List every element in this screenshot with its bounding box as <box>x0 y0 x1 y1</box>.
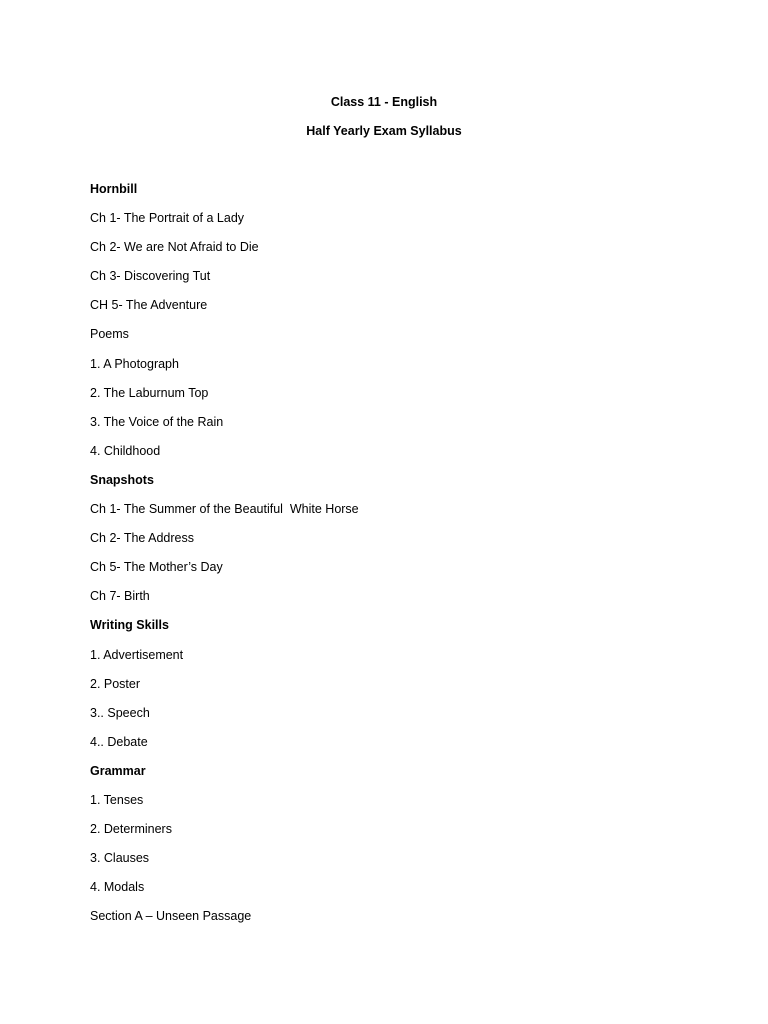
list-item: 1. A Photograph <box>90 356 179 371</box>
list-item: 3.. Speech <box>90 705 150 720</box>
list-item: 4.. Debate <box>90 734 148 749</box>
list-item: 1. Tenses <box>90 792 144 807</box>
list-item: Ch 1- The Summer of the Beautiful White Horse <box>90 502 359 517</box>
list-item: 2. Determiners <box>90 822 172 837</box>
document-title: Class 11 - English <box>330 95 438 109</box>
section-a-unseen-passage: Section A – Unseen Passage <box>90 909 252 924</box>
list-item: 4. Childhood <box>90 443 161 458</box>
list-item: 4. Modals <box>90 880 145 895</box>
list-item: Ch 7- Birth <box>90 589 150 604</box>
list-item: 1. Advertisement <box>90 647 184 662</box>
list-item: 3. The Voice of the Rain <box>90 414 224 429</box>
list-item: Ch 1- The Portrait of a Lady <box>90 211 245 226</box>
section-heading-writing-skills: Writing Skills <box>90 618 169 633</box>
section-heading-snapshots: Snapshots <box>90 472 154 487</box>
section-heading-hornbill: Hornbill <box>90 182 138 196</box>
list-item: Ch 3- Discovering Tut <box>90 269 211 284</box>
list-item: 2. The Laburnum Top <box>90 385 209 400</box>
list-item: Ch 2- We are Not Afraid to Die <box>90 240 259 255</box>
syllabus-content <box>90 181 710 937</box>
list-item: Ch 2- The Address <box>90 531 194 546</box>
list-item: Ch 5- The Mother’s Day <box>90 560 223 575</box>
list-item: CH 5- The Adventure <box>90 298 208 313</box>
list-item: 2. Poster <box>90 676 141 691</box>
document-subtitle: Half Yearly Exam Syllabus <box>306 124 462 138</box>
section-heading-grammar: Grammar <box>90 763 146 778</box>
subheading-poems: Poems <box>90 327 129 342</box>
list-item: 3. Clauses <box>90 851 150 866</box>
